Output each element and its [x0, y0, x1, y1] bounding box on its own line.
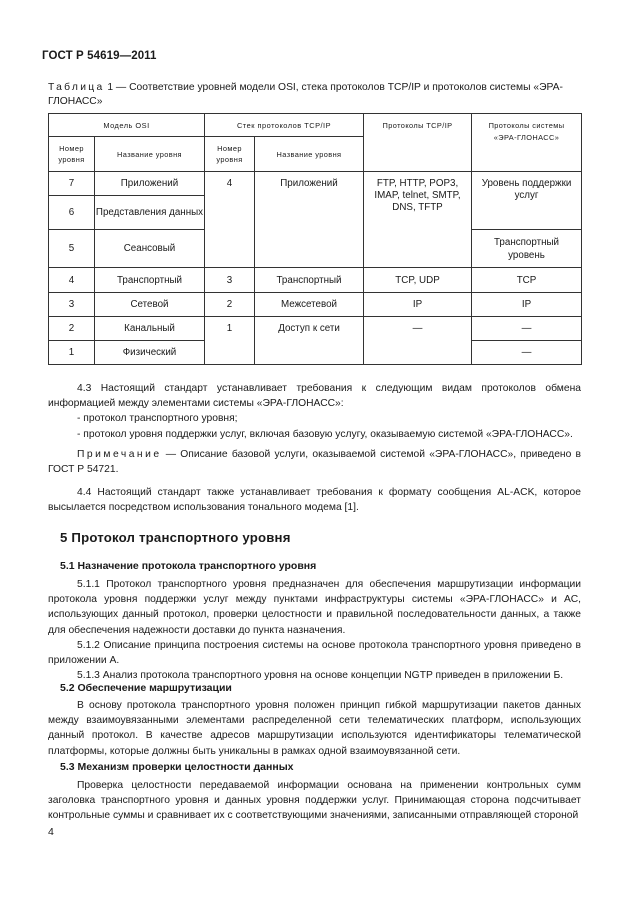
- cell-protocols: IP: [364, 293, 472, 317]
- page-number: 4: [48, 826, 54, 838]
- table-caption-label: Таблица: [48, 82, 105, 93]
- cell-tcp-num: 4: [205, 172, 255, 268]
- section-4-3: [48, 381, 581, 516]
- cell-osi-name: Транспортный: [95, 268, 205, 293]
- section-5-3-body: [48, 778, 581, 824]
- cell-tcp-num: 3: [205, 268, 255, 293]
- cell-osi-name: Сеансовый: [95, 230, 205, 268]
- cell-osi-num: 3: [49, 293, 95, 317]
- subheader-tcp-name: Название уровня: [255, 137, 364, 172]
- cell-tcp-name: Транспортный: [255, 268, 364, 293]
- cell-era: TCP: [472, 268, 582, 293]
- cell-protocols: —: [364, 317, 472, 365]
- cell-era: —: [472, 341, 582, 365]
- subheader-tcp-num: Номер уровня: [205, 137, 255, 172]
- cell-tcp-name: Приложений: [255, 172, 364, 268]
- header-tcp-protocols: Протоколы TCP/IP: [364, 114, 472, 172]
- paragraph-4-4: 4.4 Настоящий стандарт также устанавливает требования к формату сообщения AL-ACK, которое высылается посредством использования тонального модема [1].: [48, 487, 581, 514]
- osi-comparison-table: [48, 113, 582, 365]
- subheader-osi-num: Номер уровня: [49, 137, 95, 172]
- cell-osi-num: 5: [49, 230, 95, 268]
- table-row: [49, 268, 582, 293]
- table-row: [49, 172, 582, 196]
- table-caption-line2: ГЛОНАСС»: [48, 96, 103, 107]
- cell-tcp-name: Межсетевой: [255, 293, 364, 317]
- paragraph-5-3: Проверка целостности передаваемой информации основана на применении контрольных сумм заголовка транспортного уровня и данных уровня поддержки услуг. Принимающая сторона подсчитывает контрольные суммы и сравнивает их с соответствующими значениями, записанными отправляющей стороной: [48, 780, 581, 822]
- section-5-1-heading: 5.1 Назначение протокола транспортного уровня: [60, 560, 317, 572]
- section-5-1-body: [48, 577, 581, 683]
- paragraph-5-1-2: 5.1.2 Описание принципа построения системы на основе протокола транспортного уровня приведено в приложении А.: [48, 639, 581, 667]
- cell-protocols: FTP, HTTP, POP3, IMAP, telnet, SMTP, DNS, TFTP: [364, 172, 472, 268]
- paragraph-5-1-1: 5.1.1 Протокол транспортного уровня предназначен для обеспечения маршрутизации информации протокола уровня поддержки услуг между пунктами инфраструктуры системы «ЭРА-ГЛОНАСС» и АС, использующих данный протокол, проверки целостности и правильной последовательности данных, а также для обеспечения надежности доставки до пункта назначения.: [48, 579, 581, 636]
- list-item: - протокол транспортного уровня;: [77, 413, 238, 425]
- note-label: Примечание: [77, 448, 162, 460]
- cell-osi-num: 7: [49, 172, 95, 196]
- cell-era: Транспортный уровень: [472, 230, 582, 268]
- header-era-protocols: Протоколы системы «ЭРА-ГЛОНАСС»: [472, 114, 582, 172]
- cell-era: Уровень поддержки услуг: [472, 172, 582, 230]
- section-5-2-body: [48, 698, 581, 759]
- cell-protocols: TCP, UDP: [364, 268, 472, 293]
- table-row: [49, 317, 582, 341]
- subheader-osi-name: Название уровня: [95, 137, 205, 172]
- cell-osi-name: Канальный: [95, 317, 205, 341]
- cell-tcp-num: 2: [205, 293, 255, 317]
- table-row: [49, 293, 582, 317]
- section-5-3-heading: 5.3 Механизм проверки целостности данных: [60, 761, 294, 773]
- cell-osi-num: 2: [49, 317, 95, 341]
- cell-osi-num: 1: [49, 341, 95, 365]
- list-item: - протокол уровня поддержки услуг, включая базовую услугу, оказываемую системой «ЭРА-ГЛОНАСС».: [77, 428, 573, 440]
- paragraph-5-2: В основу протокола транспортного уровня положен принцип гибкой маршрутизации пакетов данных между взаимоувязанными элементами распределенной сети телематических платформ, использующих данный протокол. В качестве адресов маршрутизации используются идентификаторы телематической платформы, которые должны быть уникальны в рамках одной взаимоувязанной сети.: [48, 700, 581, 757]
- table-caption: [48, 81, 588, 109]
- cell-osi-name: Физический: [95, 341, 205, 365]
- note: [48, 447, 581, 477]
- cell-tcp-num: 1: [205, 317, 255, 365]
- cell-era: —: [472, 317, 582, 341]
- paragraph-5-1-3: 5.1.3 Анализ протокола транспортного уровня на основе концепции NGTP приведен в приложении Б.: [77, 670, 564, 682]
- cell-osi-name: Приложений: [95, 172, 205, 196]
- paragraph-4-3: 4.3 Настоящий стандарт устанавливает требования к следующим видам протоколов обмена информацией между элементами системы «ЭРА-ГЛОНАСС»:: [48, 383, 581, 410]
- cell-osi-num: 6: [49, 196, 95, 230]
- cell-osi-name: Сетевой: [95, 293, 205, 317]
- table-header-row: [49, 114, 582, 137]
- note-text: — Описание базовой услуги, оказываемой системой «ЭРА-ГЛОНАСС», приведено в ГОСТ Р 54721.: [48, 448, 581, 476]
- header-tcp-stack: Стек протоколов TCP/IP: [205, 114, 364, 137]
- cell-osi-name: Представления данных: [95, 196, 205, 230]
- cell-era: IP: [472, 293, 582, 317]
- table-caption-text: 1 — Соответствие уровней модели OSI, стека протоколов TCP/IP и протоколов системы «ЭРА-: [104, 82, 563, 93]
- document-code: ГОСТ Р 54619—2011: [42, 50, 157, 62]
- cell-tcp-name: Доступ к сети: [255, 317, 364, 365]
- cell-osi-num: 4: [49, 268, 95, 293]
- section-5-heading: 5 Протокол транспортного уровня: [60, 530, 291, 545]
- header-osi-model: Модель OSI: [49, 114, 205, 137]
- section-5-2-heading: 5.2 Обеспечение маршрутизации: [60, 682, 232, 694]
